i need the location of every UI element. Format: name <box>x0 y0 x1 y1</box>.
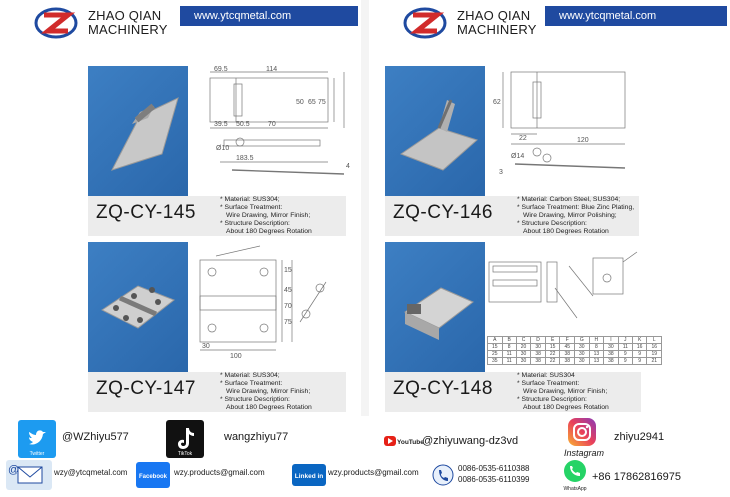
table-cell: 16 <box>647 344 662 351</box>
product-caption-147 <box>88 372 346 412</box>
table-cell: 22 <box>545 358 560 365</box>
dim-label: 114 <box>266 66 278 73</box>
twitter-icon[interactable] <box>18 420 56 458</box>
product-model: ZQ-CY-148 <box>393 378 493 399</box>
whatsapp-number[interactable]: +86 17862816975 <box>592 471 682 483</box>
svg-text:@: @ <box>8 464 20 476</box>
technical-drawing-146 <box>493 64 729 194</box>
website-link[interactable]: www.ytcqmetal.com <box>545 6 727 26</box>
table-cell: 30 <box>604 344 619 351</box>
table-cell: 30 <box>531 344 546 351</box>
dim-label: 39.5 <box>214 121 228 128</box>
product-model: ZQ-CY-145 <box>96 202 196 223</box>
table-header-cell: C <box>516 337 531 344</box>
product-model: ZQ-CY-146 <box>393 202 493 223</box>
table-cell: 16 <box>632 344 647 351</box>
table-cell: 9 <box>632 351 647 358</box>
dim-label: Ø10 <box>216 145 230 152</box>
linkedin-contact[interactable]: wzy.products@gmail.com <box>328 468 419 477</box>
dim-label: 69.5 <box>214 66 228 73</box>
dim-label: 3 <box>499 169 503 176</box>
table-cell: 45 <box>560 344 575 351</box>
twitter-handle[interactable]: @WZhiyu577 <box>62 431 129 443</box>
company-name <box>457 9 537 37</box>
table-header-cell: K <box>632 337 647 344</box>
product-model: ZQ-CY-147 <box>96 378 196 399</box>
table-header-cell: A <box>488 337 503 344</box>
table-header-cell: G <box>575 337 590 344</box>
linkedin-icon[interactable] <box>292 464 326 486</box>
table-body <box>488 344 662 365</box>
dim-label: Ø14 <box>511 153 525 160</box>
table-header-cell: H <box>589 337 604 344</box>
phone-number-1[interactable]: 0086-0535-6110388 <box>458 464 530 473</box>
table-cell: 9 <box>618 358 632 365</box>
table-cell: 8 <box>589 344 604 351</box>
dim-label: 65 <box>308 99 316 106</box>
table-cell: 9 <box>632 358 647 365</box>
table-header-cell: B <box>502 337 516 344</box>
dimension-table-148 <box>487 336 662 365</box>
email-icon[interactable] <box>6 460 52 490</box>
dim-label: 70 <box>284 303 292 310</box>
table-cell: 11 <box>502 351 516 358</box>
table-header-cell: E <box>545 337 560 344</box>
tiktok-handle[interactable]: wangzhiyu77 <box>224 431 289 443</box>
phone-number-2[interactable]: 0086-0535-6110399 <box>458 475 530 484</box>
table-header-cell: F <box>560 337 575 344</box>
dim-label: 22 <box>519 135 527 142</box>
dim-label: 15 <box>284 267 292 274</box>
table-cell: 11 <box>502 358 516 365</box>
svg-text:YouTube: YouTube <box>397 439 424 446</box>
table-row <box>488 351 662 358</box>
table-cell: 22 <box>545 351 560 358</box>
table-cell: 11 <box>618 344 632 351</box>
company-name-line2: MACHINERY <box>88 22 168 37</box>
zhao-qian-logo-icon <box>403 6 447 40</box>
instagram-icon[interactable] <box>568 418 596 446</box>
table-row <box>488 358 662 365</box>
product-caption-148 <box>385 372 641 412</box>
table-header-cell: I <box>604 337 619 344</box>
facebook-contact[interactable]: wzy.products@gmail.com <box>174 468 265 477</box>
table-cell: 13 <box>589 351 604 358</box>
contact-footer <box>0 416 730 496</box>
dim-label: 50.5 <box>236 121 250 128</box>
product-specs: * Material: Carbon Steel, SUS304; * Surface Treatment: Blue Zinc Plating, Wire Drawing, Mirror Polishing; * Structure Description: About 180 Degrees Rotation <box>517 196 635 235</box>
table-cell: 19 <box>647 351 662 358</box>
svg-text:Linked in: Linked in <box>294 473 324 480</box>
technical-drawing-145 <box>196 64 356 198</box>
company-name-line1: ZHAO QIAN <box>88 8 162 23</box>
phone-icon[interactable] <box>432 462 454 488</box>
panel-header <box>369 0 730 50</box>
table-cell: 15 <box>488 344 503 351</box>
dim-label: 75 <box>318 99 326 106</box>
dim-label: 120 <box>577 137 589 144</box>
table-cell: 9 <box>618 351 632 358</box>
panel-header <box>0 0 361 50</box>
dim-label: 183.5 <box>236 155 254 162</box>
table-cell: 35 <box>488 358 503 365</box>
email-address[interactable]: wzy@ytcqmetal.com <box>54 468 128 477</box>
table-cell: 21 <box>647 358 662 365</box>
svg-text:WhatsApp: WhatsApp <box>563 486 587 492</box>
company-name <box>88 9 168 37</box>
table-cell: 30 <box>516 351 531 358</box>
table-header-row <box>488 337 662 344</box>
product-caption-145 <box>88 196 346 236</box>
technical-drawing-147 <box>196 242 356 372</box>
table-cell: 30 <box>516 358 531 365</box>
table-cell: 25 <box>488 351 503 358</box>
table-cell: 13 <box>589 358 604 365</box>
dim-label: 70 <box>268 121 276 128</box>
dim-label: 50 <box>296 99 304 106</box>
product-photo-145 <box>88 66 188 196</box>
table-cell: 8 <box>502 344 516 351</box>
table-cell: 38 <box>531 358 546 365</box>
dim-label: 4 <box>346 163 350 170</box>
product-caption-146 <box>385 196 639 236</box>
svg-text:Twitter: Twitter <box>29 451 45 457</box>
product-photo-148 <box>385 242 485 372</box>
catalog-panel-left <box>0 0 361 416</box>
zhao-qian-logo-icon <box>34 6 78 40</box>
company-name-line1: ZHAO QIAN <box>457 8 531 23</box>
table-cell: 38 <box>560 358 575 365</box>
catalog-panel-right <box>369 0 730 416</box>
table-header-cell: D <box>531 337 546 344</box>
technical-drawing-148 <box>489 246 725 336</box>
table-cell: 15 <box>545 344 560 351</box>
tiktok-icon[interactable] <box>166 420 204 458</box>
dim-label: 75 <box>284 319 292 326</box>
table-header-cell: L <box>647 337 662 344</box>
dim-label: 30 <box>202 343 210 350</box>
svg-text:TikTok: TikTok <box>177 451 193 457</box>
dim-label: 62 <box>493 99 501 106</box>
table-cell: 30 <box>575 351 590 358</box>
product-specs: * Material: SUS304 * Surface Treatment: Wire Drawing, Mirror Finish; * Structure Description: About 180 Degrees Rotation <box>517 372 609 411</box>
youtube-icon[interactable] <box>384 433 424 449</box>
facebook-icon[interactable] <box>136 462 170 488</box>
table-cell: 38 <box>531 351 546 358</box>
dim-label: 100 <box>230 353 242 360</box>
youtube-handle[interactable]: @zhiyuwang-dz3vd <box>422 435 519 447</box>
whatsapp-icon[interactable] <box>560 458 590 492</box>
table-cell: 38 <box>604 351 619 358</box>
table-header-cell: J <box>618 337 632 344</box>
dim-label: 45 <box>284 287 292 294</box>
product-specs: * Material: SUS304; * Surface Treatment: Wire Drawing, Mirror Finish; * Structure Description: About 180 Degrees Rotation <box>220 372 312 411</box>
website-link[interactable]: www.ytcqmetal.com <box>180 6 358 26</box>
product-photo-147 <box>88 242 188 372</box>
table-cell: 38 <box>560 351 575 358</box>
product-photo-146 <box>385 66 485 196</box>
table-cell: 38 <box>604 358 619 365</box>
product-specs: * Material: SUS304; * Surface Treatment: Wire Drawing, Mirror Finish; * Structure Description: About 180 Degrees Rotation <box>220 196 312 235</box>
svg-text:Facebook: Facebook <box>138 474 168 480</box>
company-name-line2: MACHINERY <box>457 22 537 37</box>
table-row <box>488 344 662 351</box>
instagram-handle[interactable]: zhiyu2941 <box>614 431 665 443</box>
table-cell: 20 <box>516 344 531 351</box>
instagram-wordmark: Instagram <box>564 448 605 458</box>
table-cell: 30 <box>575 358 590 365</box>
table-cell: 30 <box>575 344 590 351</box>
